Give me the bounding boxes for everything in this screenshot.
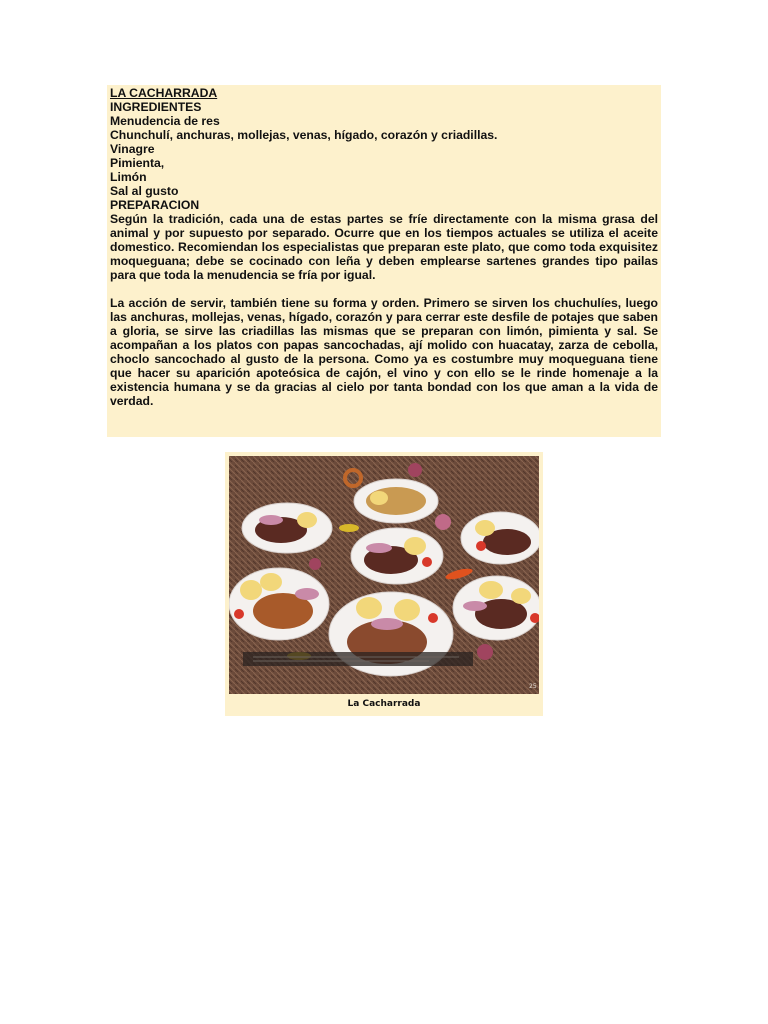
plate-right [461, 512, 539, 564]
recipe-text-block [107, 85, 661, 437]
ingredient-item: Chunchulí, anchuras, mollejas, venas, hígado, corazón y criadillas. [110, 128, 498, 142]
plate-top-left [242, 503, 332, 553]
dish-photo-illustration [229, 456, 539, 694]
chili-pepper [339, 524, 359, 532]
preparation-paragraph: La acción de servir, también tiene su forma y orden. Primero se sirven los chuchulíes, luego las anchuras, mollejas, venas, hígado, corazón y para cerrar este desfile de potajes que saben a gloria, se sirve las criadillas las mismas que se preparan con limón, pimienta y sal. Se acompañan a los platos con papas sancochadas, ají molido con huacatay, zarza de cebolla, choclo sancochado al gusto de la persona. Como ya es costumbre muy moqueguana tiene que hacer su aparición apoteósica de cajón, el vino y con ello se le rinde homenaje a la existencia humana y se da gracias al cielo por tanta bondad con los que aman a la vida de verdad. [110, 296, 658, 408]
figure-caption: La Cacharrada [347, 699, 421, 709]
ingredients-heading: INGREDIENTES [110, 100, 202, 114]
photo-text-band [243, 652, 473, 666]
plate-bottom-left [229, 568, 329, 640]
recipe-title: LA CACHARRADA [110, 86, 218, 100]
ingredients-list [110, 114, 658, 198]
ingredient-item: Limón [110, 170, 147, 184]
plate-bottom-right [453, 576, 539, 640]
red-onion [309, 558, 321, 570]
red-onion [477, 644, 493, 660]
figure-frame [225, 452, 543, 716]
red-onion [408, 463, 422, 477]
preparation-paragraph: Según la tradición, cada una de estas partes se fríe directamente con la misma grasa del animal y por supuesto por separado. Ocurre que en los tiempos actuales se utiliza el aceite domestico. Recomiendan los especialistas que preparan este plato, que como toda exquisitez moqueguana; debe se cocinado con leña y deben emplearse sartenes grandes tipo pailas para que toda la menudencia se fría por igual. [110, 212, 658, 282]
ingredient-item: Vinagre [110, 142, 155, 156]
red-onion [435, 514, 451, 530]
photo-page-number: 25 [529, 683, 537, 690]
preparation-heading: PREPARACION [110, 198, 200, 212]
dish-photo [229, 456, 539, 694]
ingredient-item: Menudencia de res [110, 114, 220, 128]
plate-center [351, 528, 443, 584]
ingredient-item: Pimienta, [110, 156, 165, 170]
ingredient-item: Sal al gusto [110, 184, 179, 198]
plate-top-center [354, 479, 438, 523]
